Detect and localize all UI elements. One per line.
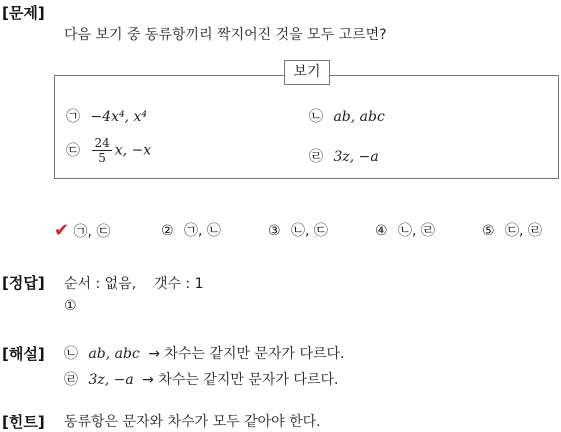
item-fraction-3: [92, 136, 111, 165]
choice-3-text: ㉡, ㉢: [291, 223, 328, 239]
example-item-1: [66, 106, 147, 126]
fraction-numerator: 24: [94, 136, 110, 150]
example-item-3: [66, 136, 151, 165]
choice-4[interactable]: [375, 220, 435, 240]
checkmark-icon: ✔: [54, 220, 70, 241]
example-box-title: 보기: [284, 60, 330, 85]
explanation-marker-1: ㉡: [64, 346, 78, 362]
choice-4-text: ㉡, ㉣: [398, 223, 435, 239]
item-marker-4: ㉣: [309, 149, 323, 165]
choice-5[interactable]: [482, 220, 542, 240]
item-marker-1: ㉠: [66, 109, 80, 125]
choice-5-number: ⑤: [482, 223, 495, 239]
example-item-4: [309, 146, 379, 166]
choice-5-text: ㉢, ㉣: [505, 223, 542, 239]
hint-label: [힌트]: [2, 413, 45, 431]
question-text: 다음 보기 중 동류항끼리 짝지어진 것을 모두 고르면?: [64, 27, 387, 43]
item-marker-2: ㉡: [309, 109, 323, 125]
answer-label: [정답]: [2, 274, 45, 292]
explanation-marker-2: ㉣: [64, 372, 78, 388]
explanation-math-2: 3z, −a: [88, 372, 134, 388]
choice-3[interactable]: [268, 220, 328, 240]
fraction-denominator: 5: [98, 151, 106, 165]
answer-summary: 순서 : 없음, 갯수 : 1: [64, 276, 204, 292]
choice-3-number: ③: [268, 223, 281, 239]
example-item-2: [309, 106, 385, 126]
item-marker-3: ㉢: [66, 142, 80, 159]
explanation-math-1: ab, abc: [88, 346, 140, 362]
item-expr-4: 3z, −a: [333, 149, 379, 165]
choice-2[interactable]: [161, 220, 221, 240]
choice-1-text: ㉠, ㉢: [73, 224, 111, 240]
choice-2-number: ②: [161, 223, 174, 239]
item-expr-2: ab, abc: [333, 109, 385, 125]
explanation-line-2: [64, 369, 338, 389]
explanation-text-2: → 차수는 같지만 문자가 다르다.: [142, 372, 339, 388]
problem-label: [문제]: [2, 4, 45, 22]
choice-1[interactable]: [54, 220, 110, 241]
choice-4-number: ④: [375, 223, 388, 239]
answer-value: ①: [64, 298, 77, 314]
explanation-text-1: → 차수는 같지만 문자가 다르다.: [148, 346, 345, 362]
item-expr-3: x, −x: [114, 142, 152, 159]
item-expr-1: −4x⁴, x⁴: [90, 109, 148, 125]
explanation-line-1: [64, 343, 345, 363]
hint-text: 동류항은 문자와 차수가 모두 같아야 한다.: [64, 414, 321, 430]
explanation-label: [해설]: [2, 345, 45, 363]
choice-2-text: ㉠, ㉡: [184, 223, 221, 239]
